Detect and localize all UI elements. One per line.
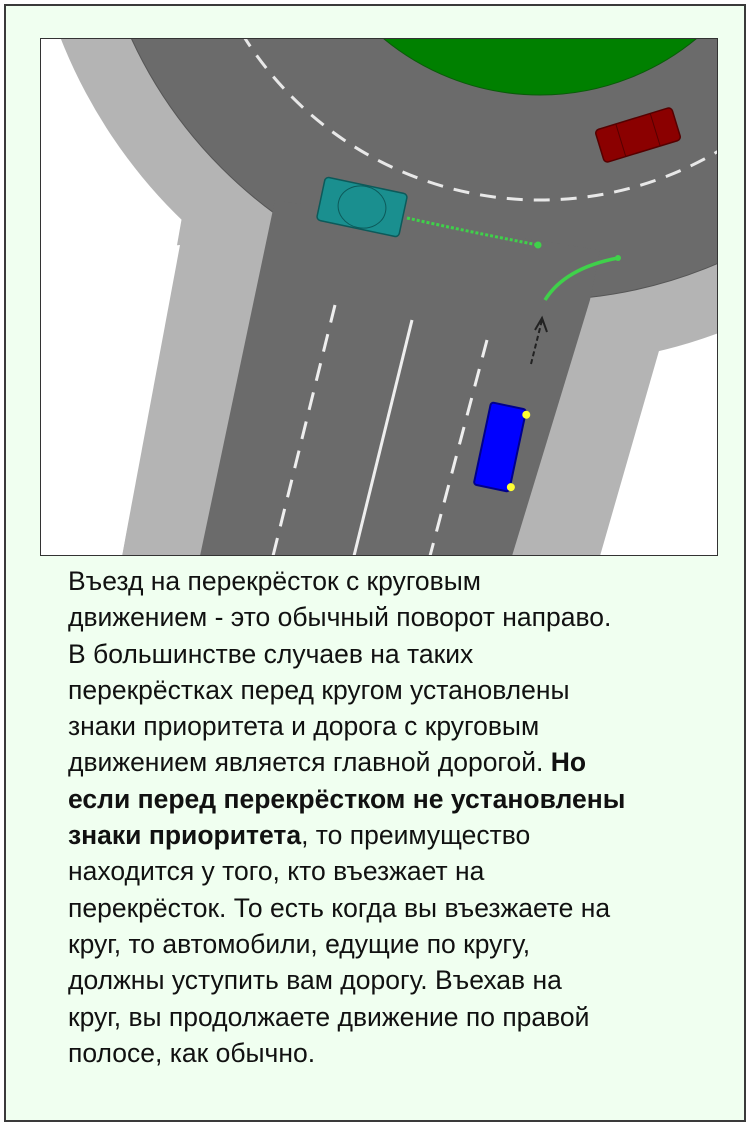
- text-line: [68, 636, 728, 672]
- text-line: [68, 853, 728, 889]
- text: знаки приоритета и дорога с круговым: [68, 711, 540, 742]
- roundabout-illustration: [40, 38, 718, 556]
- text: должны уступить вам дорогу. Въехав на: [68, 965, 562, 996]
- explanation-text: [68, 563, 728, 1071]
- text: круг, то автомобили, едущие по кругу,: [68, 928, 531, 959]
- text: В большинстве случаев на таких: [68, 638, 474, 669]
- bold-text: если перед перекрёстком не установлены: [68, 783, 626, 814]
- text-line: [68, 744, 728, 780]
- text-line: [68, 962, 728, 998]
- text: движением - это обычный поворот направо.: [68, 602, 612, 633]
- text-line: [68, 999, 728, 1035]
- text-line: [68, 672, 728, 708]
- text: движением является главной дорогой.: [68, 747, 551, 778]
- bold-text: Но: [550, 747, 587, 778]
- text: перекрёстках перед кругом установлены: [68, 674, 570, 705]
- text: находится у того, кто въезжает на: [68, 856, 485, 887]
- text: , то преимущество: [301, 820, 531, 851]
- text-line: [68, 890, 728, 926]
- text-line: [68, 817, 728, 853]
- bold-text: знаки приоритета: [68, 820, 302, 851]
- text-line: [68, 781, 728, 817]
- text: Въезд на перекрёсток с круговым: [68, 566, 482, 596]
- text-line: [68, 563, 728, 599]
- text-line: [68, 599, 728, 635]
- text: полосе, как обычно.: [68, 1037, 316, 1068]
- text-line: [68, 926, 728, 962]
- text: перекрёсток. То есть когда вы въезжаете на: [68, 892, 611, 923]
- text: круг, вы продолжаете движение по правой: [68, 1001, 590, 1032]
- text-line: [68, 708, 728, 744]
- text-line: [68, 1035, 728, 1071]
